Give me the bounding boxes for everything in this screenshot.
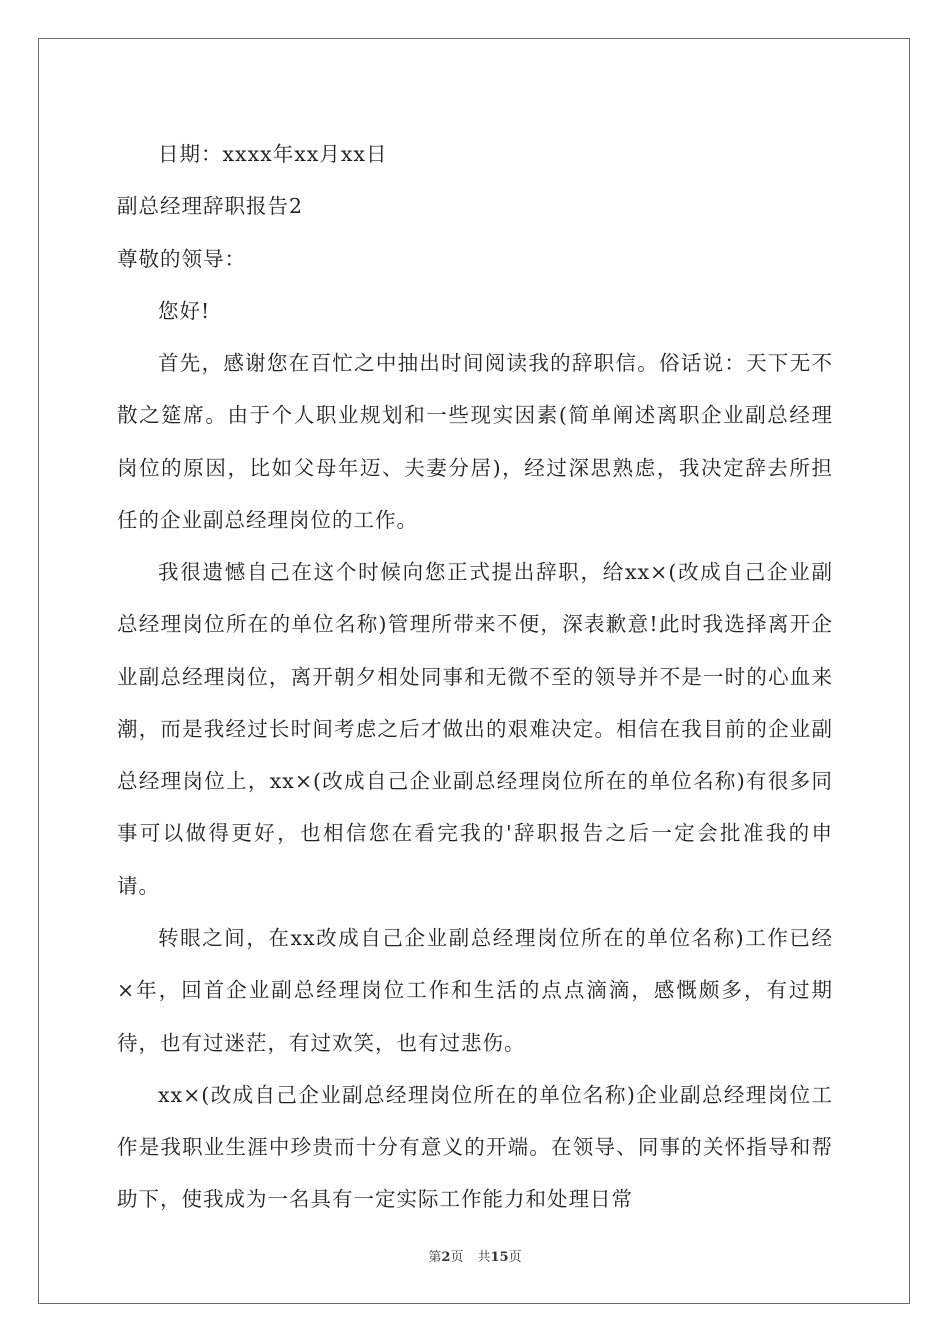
paragraph-3: 转眼之间，在xx改成自己企业副总经理岗位所在的单位名称)工作已经×年，回首企业副总经理岗位工作和生活的点点滴滴，感慨颇多，有过期待，也有过迷茫，有过欢笑，也有过悲伤。 <box>117 925 833 1055</box>
page-total: 15 <box>490 1250 509 1265</box>
salutation: 尊敬的领导： <box>117 246 246 271</box>
page-footer <box>0 1246 950 1265</box>
paragraph-4: xx×(改成自己企业副总经理岗位所在的单位名称)企业副总经理岗位工作是我职业生涯中珍贵而十分有意义的开端。在领导、同事的关怀指导和帮助下，使我成为一名具有一定实际工作能力和处理日常 <box>117 1082 833 1212</box>
document-title: 副总经理辞职报告2 <box>117 194 304 219</box>
greeting: 您好! <box>158 298 211 323</box>
total-prefix: 共 <box>477 1250 491 1265</box>
page-unit: 页 <box>450 1250 464 1265</box>
total-unit: 页 <box>508 1250 522 1265</box>
page-prefix: 第 <box>428 1250 442 1265</box>
document-body <box>117 128 833 1226</box>
paragraph-1: 首先，感谢您在百忙之中抽出时间阅读我的辞职信。俗话说：天下无不散之筵席。由于个人职业规划和一些现实因素(简单阐述离职企业副总经理岗位的原因，比如父母年迈、夫妻分居)，经过深思熟虑，我决定辞去所担任的企业副总经理岗位的工作。 <box>117 351 833 532</box>
page-current: 2 <box>441 1250 451 1265</box>
paragraph-2: 我很遗憾自己在这个时候向您正式提出辞职，给xx×(改成自己企业副总经理岗位所在的单位名称)管理所带来不便，深表歉意!此时我选择离开企业副总经理岗位，离开朝夕相处同事和无微不至的领导并不是一时的心血来潮，而是我经过长时间考虑之后才做出的艰难决定。相信在我目前的企业副总经理岗位上，xx×(改成自己企业副总经理岗位所在的单位名称)有很多同事可以做得更好，也相信您在看完我的'辞职报告之后一定会批准我的申请。 <box>117 560 833 898</box>
date-line: 日期：xxxx年xx月xx日 <box>158 142 388 166</box>
